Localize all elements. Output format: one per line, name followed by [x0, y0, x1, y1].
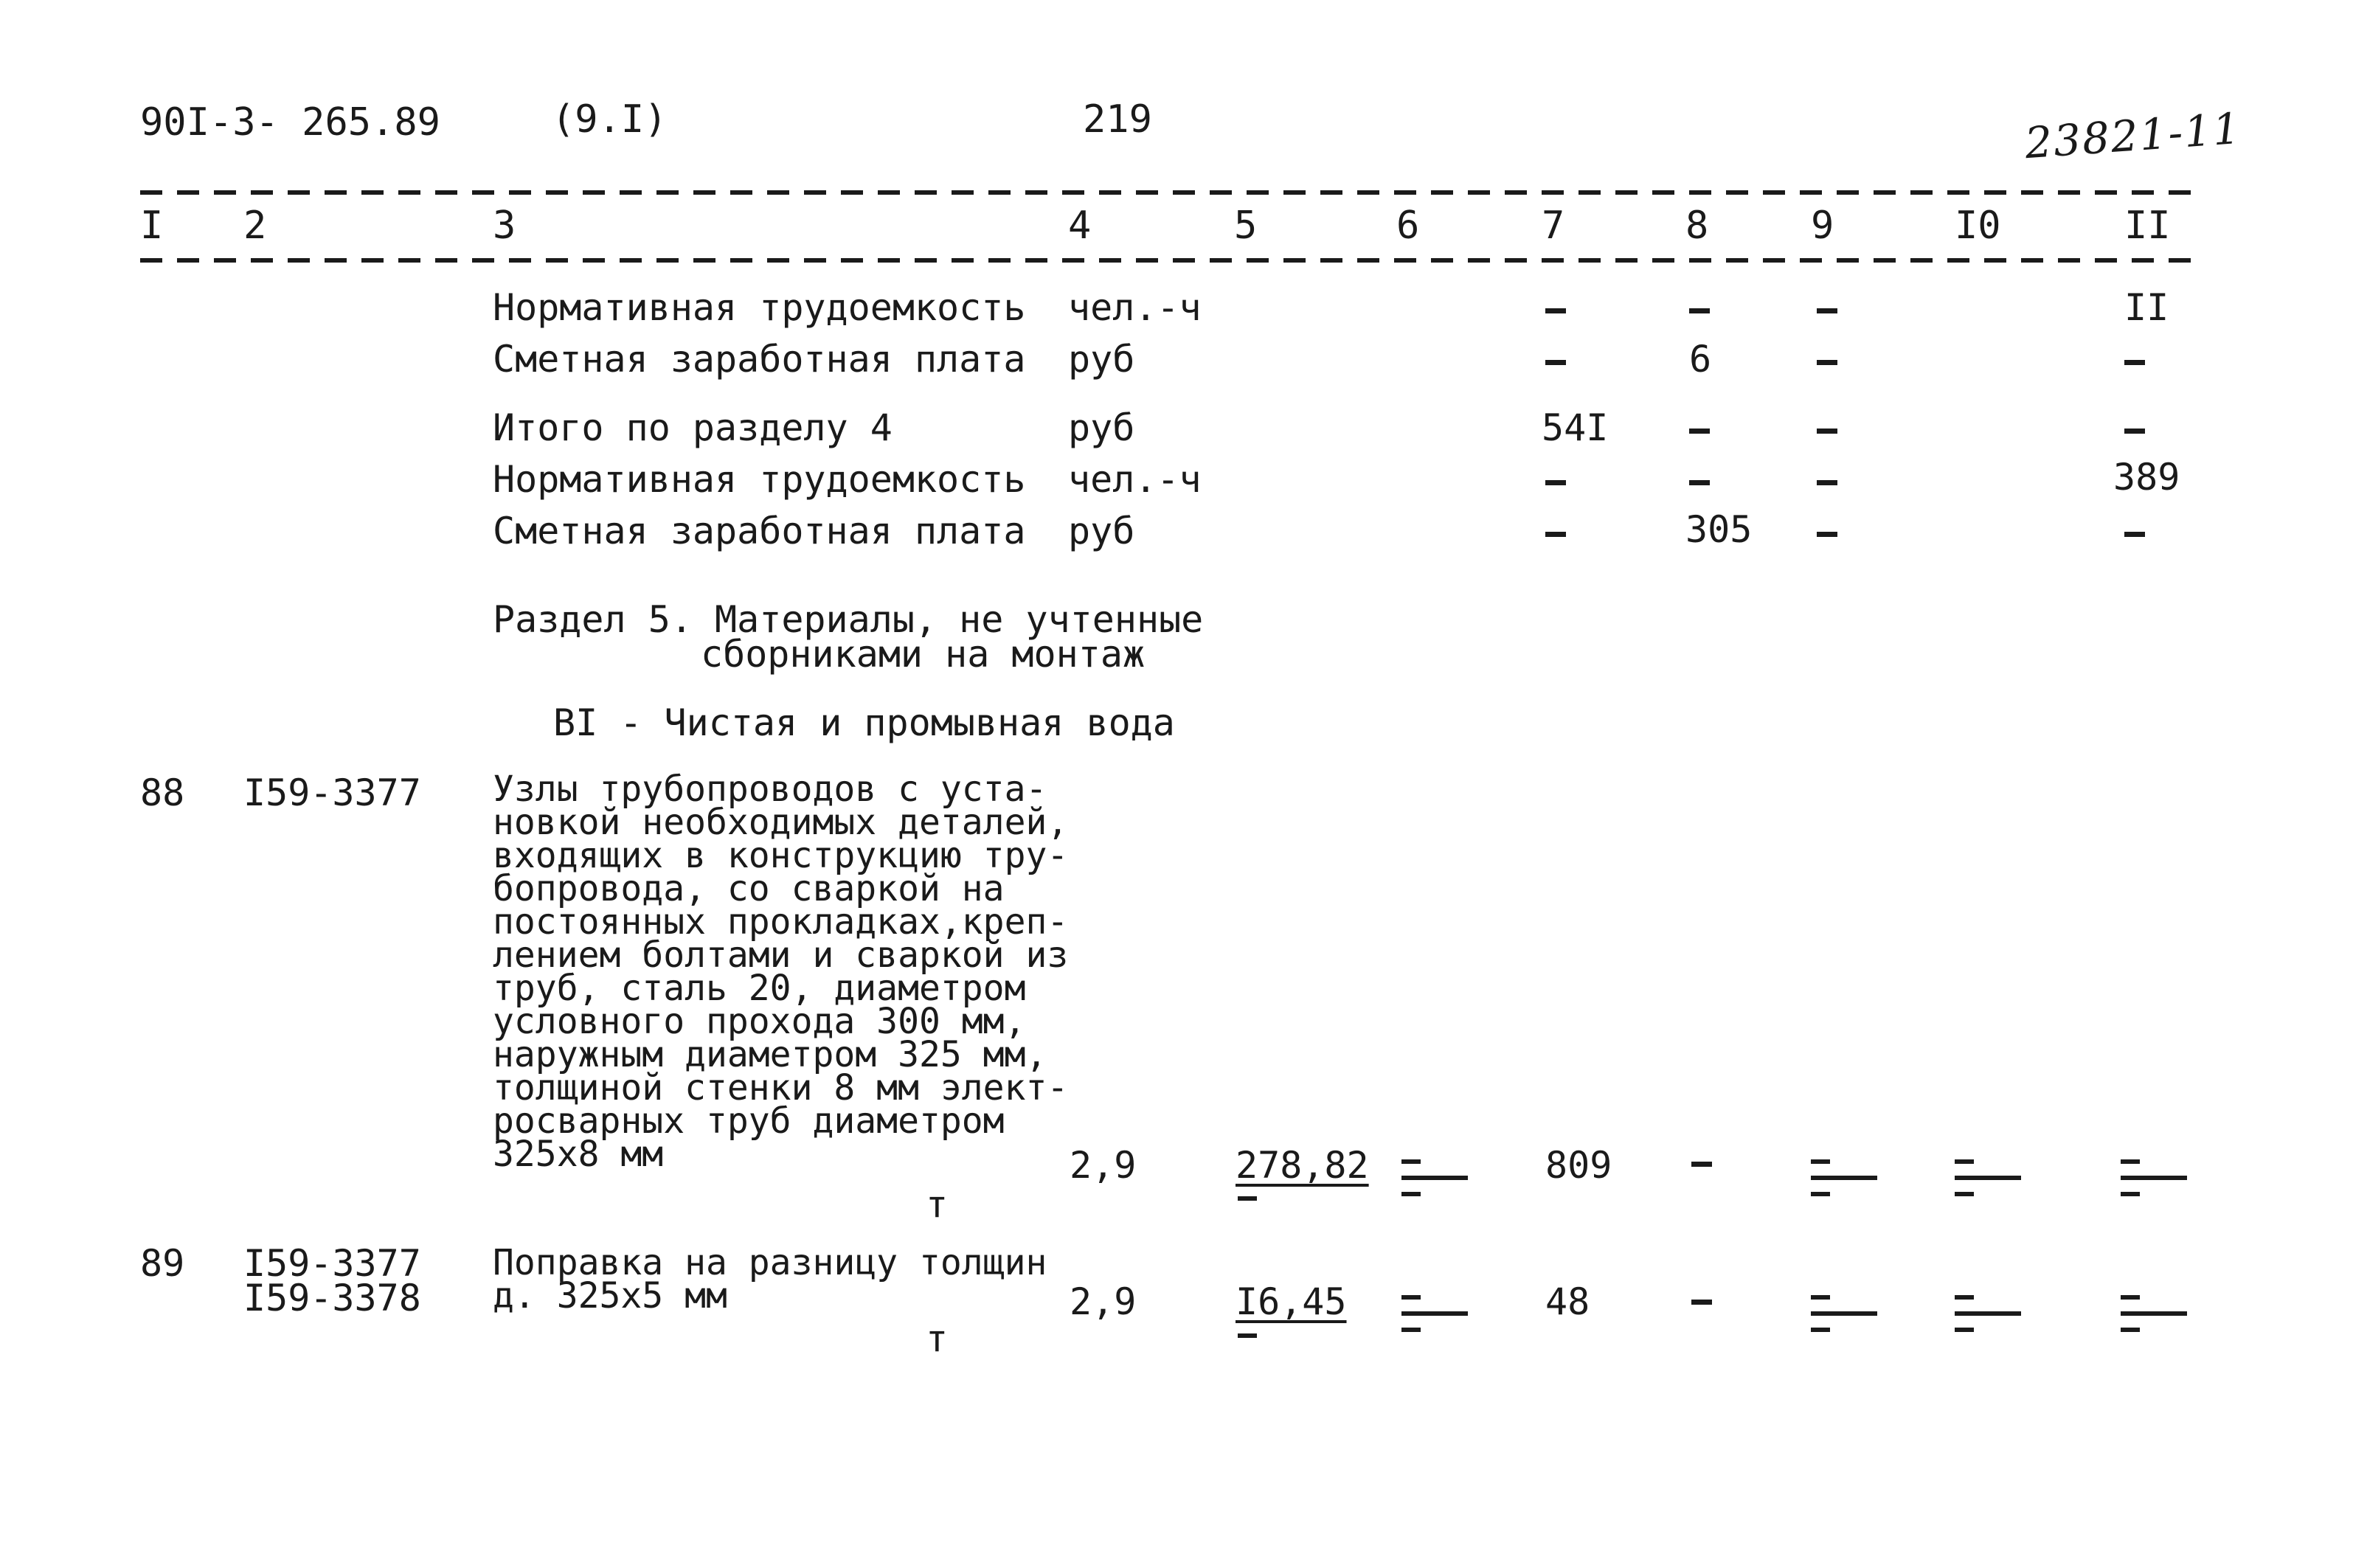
handwritten-document-id: 23821-11	[2023, 103, 2243, 169]
row-unit: руб	[1068, 510, 1135, 552]
column-header-9: 9	[1811, 204, 1834, 248]
column-header-8: 8	[1685, 204, 1709, 248]
column-header-11: II	[2124, 204, 2171, 248]
col8-dash	[1689, 308, 1710, 313]
col7-dash	[1545, 360, 1566, 365]
col7-dash	[1545, 308, 1566, 313]
item-number: 89	[140, 1242, 185, 1285]
row-name: Нормативная трудоемкость	[493, 458, 1026, 501]
col8-dash	[1689, 480, 1710, 485]
section-title-line2: сборниками на монтаж	[701, 633, 1146, 676]
col8-value: 6	[1689, 338, 1712, 381]
col10-dash-symbol	[1955, 1156, 2025, 1201]
col11-dash	[2124, 532, 2145, 537]
col6-dash-symbol	[1401, 1292, 1472, 1336]
header-top-rule	[140, 190, 2191, 195]
header-bottom-rule	[140, 258, 2191, 263]
row-name: Сметная заработная плата	[493, 510, 1026, 552]
col8-value: 305	[1685, 508, 1753, 551]
row-unit: руб	[1068, 338, 1135, 381]
col9-dash	[1817, 532, 1837, 537]
col9-dash	[1817, 308, 1837, 313]
col11-dash	[2124, 429, 2145, 434]
subsection-title: BI - Чистая и промывная вода	[553, 701, 1175, 744]
item-total: 48	[1545, 1280, 1590, 1323]
col11-value: II	[2124, 286, 2169, 329]
col7-dash	[1545, 480, 1566, 485]
section-reference: (9.I)	[552, 97, 668, 142]
col10-dash-symbol	[1955, 1292, 2025, 1336]
item-code: I59-3377	[243, 1242, 421, 1285]
col8-dash	[1691, 1162, 1712, 1167]
item-total: 809	[1545, 1144, 1612, 1187]
col9-dash-symbol	[1811, 1292, 1882, 1336]
row-name: Итого по разделу 4	[493, 406, 893, 449]
col8-dash	[1689, 429, 1710, 434]
item-description: Узлы трубопроводов с уста- новкой необходимых деталей, входящих в конструкцию тру- бопровода, со сваркой на постоянных прокладках,креп- лением болтами и сваркой из труб, сталь 20, диаметром условного прохода 300 мм, наружным диаметром 325 мм, толщиной стенки 8 мм элект- росварных труб диаметром 325х8 мм	[493, 769, 1069, 1175]
col9-dash	[1817, 429, 1837, 434]
col11-value: 389	[2113, 456, 2180, 499]
item-description: Поправка на разницу толщин д. 325х5 мм	[493, 1242, 1047, 1317]
item-code-secondary: I59-3378	[243, 1277, 421, 1319]
col9-dash-symbol	[1811, 1156, 1882, 1201]
column-header-5: 5	[1234, 204, 1258, 248]
row-unit: чел.-ч	[1068, 286, 1202, 329]
column-header-1: I	[140, 204, 164, 248]
price-sub-dash	[1238, 1333, 1257, 1338]
col6-dash-symbol	[1401, 1156, 1472, 1201]
item-unit: т	[926, 1183, 949, 1226]
item-code: I59-3377	[243, 771, 421, 814]
row-name: Нормативная трудоемкость	[493, 286, 1026, 329]
col8-dash	[1691, 1300, 1712, 1305]
col9-dash	[1817, 480, 1837, 485]
col11-dash	[2124, 360, 2145, 365]
column-header-6: 6	[1396, 204, 1420, 248]
document-code: 90I-3- 265.89	[140, 100, 440, 145]
column-header-2: 2	[243, 204, 267, 248]
item-quantity: 2,9	[1070, 1280, 1137, 1323]
price-sub-dash	[1238, 1196, 1257, 1201]
row-unit: чел.-ч	[1068, 458, 1202, 501]
item-number: 88	[140, 771, 185, 814]
row-unit: руб	[1068, 406, 1135, 449]
column-header-4: 4	[1068, 204, 1092, 248]
page-number: 219	[1083, 97, 1152, 142]
col7-value: 54I	[1542, 406, 1609, 449]
item-price: I6,45	[1236, 1280, 1347, 1323]
section-title-line1: Раздел 5. Материалы, не учтенные	[493, 598, 1204, 641]
col11-dash-symbol	[2121, 1292, 2191, 1336]
col7-dash	[1545, 532, 1566, 537]
col9-dash	[1817, 360, 1837, 365]
column-header-10: I0	[1955, 204, 2001, 248]
item-unit: т	[926, 1317, 949, 1360]
column-header-7: 7	[1542, 204, 1565, 248]
column-header-3: 3	[493, 204, 516, 248]
item-price: 278,82	[1236, 1144, 1369, 1187]
col11-dash-symbol	[2121, 1156, 2191, 1201]
item-quantity: 2,9	[1070, 1144, 1137, 1187]
row-name: Сметная заработная плата	[493, 338, 1026, 381]
